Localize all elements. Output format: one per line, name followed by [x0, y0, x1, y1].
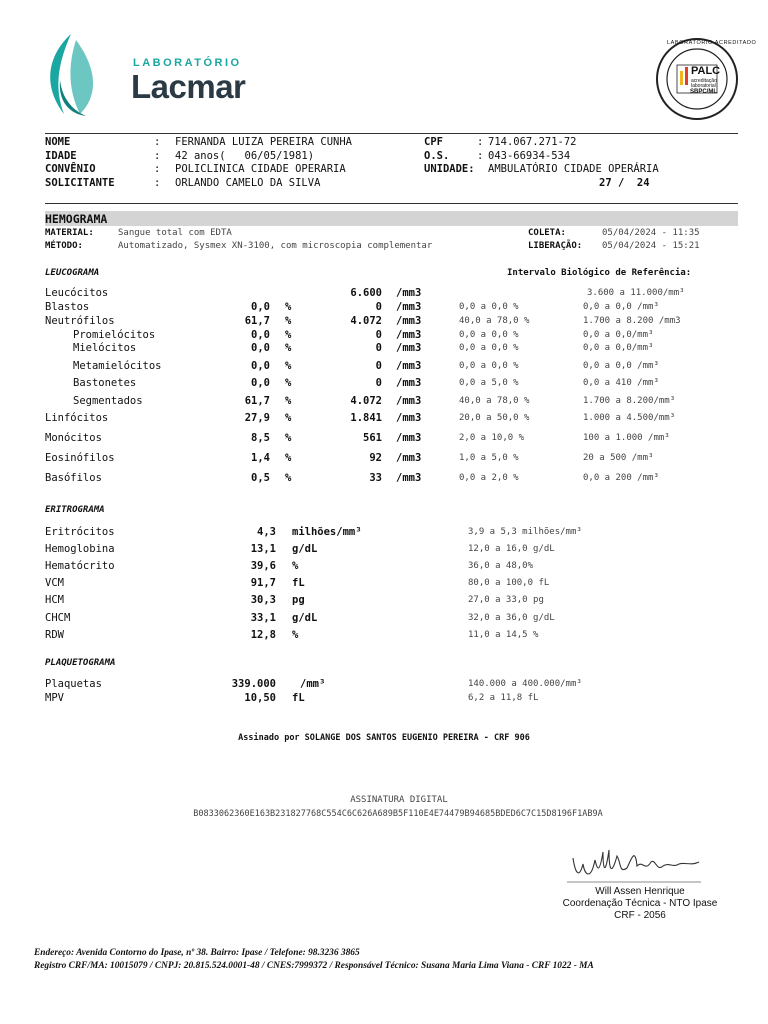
percent-value: 0,5 — [251, 472, 270, 484]
absolute-value: 92 — [369, 452, 382, 464]
absolute-unit: /mm3 — [396, 395, 422, 407]
seal-ring-text: LABORATÓRIO ACREDITADO — [667, 40, 757, 46]
percent-unit: % — [285, 342, 292, 354]
absolute-unit: /mm3 — [396, 472, 422, 484]
reference-range: 80,0 a 100,0 fL — [468, 578, 550, 588]
percent-reference: 40,0 a 78,0 % — [459, 316, 530, 326]
percent-value: 0,0 — [251, 342, 270, 354]
colon: : — [154, 177, 161, 189]
material-label: MATERIAL: — [45, 228, 94, 238]
percent-unit: % — [285, 329, 292, 341]
result-unit: g/dL — [292, 612, 318, 624]
percent-reference: 0,0 a 2,0 % — [459, 473, 519, 483]
percent-value: 8,5 — [251, 432, 270, 444]
row-label: Hemoglobina — [45, 543, 115, 555]
percent-value: 61,7 — [244, 395, 270, 407]
row-label: Linfócitos — [45, 412, 109, 424]
result-unit: g/dL — [292, 543, 318, 555]
percent-unit: % — [285, 412, 292, 424]
absolute-unit: /mm3 — [396, 412, 422, 424]
coleta-label: COLETA: — [528, 228, 566, 238]
result-unit: pg — [292, 594, 305, 606]
percent-value: 0,0 — [251, 329, 270, 341]
absolute-value: 561 — [363, 432, 382, 444]
percent-reference: 0,0 a 0,0 % — [459, 330, 519, 340]
row-label: Bastonetes — [73, 377, 137, 389]
result-value: 4,3 — [257, 526, 276, 538]
absolute-reference: 1.000 a 4.500/mm³ — [583, 413, 676, 423]
absolute-value: 33 — [369, 472, 382, 484]
signer-name: Will Assen Henrique — [595, 886, 685, 897]
colon: : — [477, 136, 484, 148]
percent-reference: 1,0 a 5,0 % — [459, 453, 519, 463]
result-unit: milhões/mm³ — [292, 526, 362, 538]
liberacao-label: LIBERAÇÃO: — [528, 241, 583, 251]
result-unit: /mm³ — [300, 678, 326, 690]
colon: : — [477, 150, 484, 162]
signer-crf: CRF - 2056 — [614, 910, 666, 921]
reference-range: 3,9 a 5,3 milhões/mm³ — [468, 527, 582, 537]
absolute-reference: 20 a 500 /mm³ — [583, 453, 654, 463]
plaquetograma-title: PLAQUETOGRAMA — [45, 658, 116, 668]
colon: : — [154, 150, 161, 162]
percent-unit: % — [285, 360, 292, 372]
row-label: Leucócitos — [45, 287, 109, 299]
percent-reference: 20,0 a 50,0 % — [459, 413, 530, 423]
row-label: Eosinófilos — [45, 452, 115, 464]
nome-value: FERNANDA LUIZA PEREIRA CUNHA — [175, 136, 353, 148]
percent-value: 0,0 — [251, 360, 270, 372]
result-value: 13,1 — [250, 543, 276, 555]
reference-range: 11,0 a 14,5 % — [468, 630, 539, 640]
reference-range: 140.000 a 400.000/mm³ — [468, 679, 582, 689]
absolute-value: 0 — [375, 329, 382, 341]
result-value: 39,6 — [250, 560, 276, 572]
cpf-value: 714.067.271-72 — [488, 136, 577, 148]
percent-unit: % — [285, 452, 292, 464]
percent-reference: 2,0 a 10,0 % — [459, 433, 525, 443]
result-unit: % — [292, 629, 299, 641]
unidade-value: AMBULATÓRIO CIDADE OPERÁRIA — [488, 163, 659, 175]
exam-title: HEMOGRAMA — [45, 212, 108, 226]
result-unit: fL — [292, 577, 305, 589]
handwritten-signature — [565, 838, 705, 886]
brand-top: LABORATÓRIO — [133, 57, 242, 69]
colon: : — [154, 163, 161, 175]
metodo-label: MÉTODO: — [45, 241, 83, 251]
percent-reference: 0,0 a 0,0 % — [459, 343, 519, 353]
absolute-value: 6.600 — [350, 287, 382, 299]
result-unit: % — [292, 560, 299, 572]
signed-by: Assinado por SOLANGE DOS SANTOS EUGENIO PEREIRA - CRF 906 — [238, 733, 530, 743]
absolute-reference: 3.600 a 11.000/mm³ — [587, 288, 685, 298]
cpf-label: CPF — [424, 136, 443, 148]
lab-logo — [40, 30, 250, 120]
percent-unit: % — [285, 472, 292, 484]
absolute-reference: 0,0 a 0,0/mm³ — [583, 330, 654, 340]
row-label: Hematócrito — [45, 560, 115, 572]
leucograma-title: LEUCOGRAMA — [45, 268, 100, 278]
material-value: Sangue total com EDTA — [118, 228, 232, 238]
reference-range: 6,2 a 11,8 fL — [468, 693, 539, 703]
row-label: HCM — [45, 594, 64, 606]
os-value: 043-66934-534 — [488, 150, 571, 162]
idade-value: 42 anos( 06/05/1981) — [175, 150, 315, 162]
row-label: CHCM — [45, 612, 71, 624]
footer-registry: Registro CRF/MA: 10015079 / CNPJ: 20.815.524.0001-48 / CNES:7999372 / Responsável Técnico: Susana Maria Lima Viana - CRF 1022 - MA — [34, 961, 594, 971]
idade-label: IDADE — [45, 150, 77, 162]
percent-reference: 0,0 a 5,0 % — [459, 378, 519, 388]
absolute-value: 4.072 — [350, 315, 382, 327]
absolute-value: 0 — [375, 360, 382, 372]
row-label: Basófilos — [45, 472, 102, 484]
absolute-unit: /mm3 — [396, 452, 422, 464]
convenio-label: CONVÊNIO — [45, 163, 96, 175]
row-label: Promielócitos — [73, 329, 156, 341]
row-label: Neutrófilos — [45, 315, 115, 327]
reference-title: Intervalo Biológico de Referência: — [507, 268, 692, 278]
absolute-value: 0 — [375, 342, 382, 354]
result-value: 339.000 — [231, 678, 276, 690]
row-label: Eritrócitos — [45, 526, 115, 538]
absolute-unit: /mm3 — [396, 432, 422, 444]
reference-range: 27,0 a 33,0 pg — [468, 595, 544, 605]
reference-range: 36,0 a 48,0% — [468, 561, 534, 571]
seal-line2: laboratorial — [691, 83, 716, 89]
percent-unit: % — [285, 315, 292, 327]
footer-address: Endereço: Avenida Contorno do Ipase, nº 38. Bairro: Ipase / Telefone: 98.3236 3865 — [34, 948, 360, 958]
solicitante-label: SOLICITANTE — [45, 177, 115, 189]
colon: : — [154, 136, 161, 148]
seal-line3: SBPC/ML — [690, 89, 717, 95]
reference-range: 32,0 a 36,0 g/dL — [468, 613, 555, 623]
result-value: 33,1 — [250, 612, 276, 624]
absolute-value: 1.841 — [350, 412, 382, 424]
absolute-value: 0 — [375, 377, 382, 389]
liberacao-value: 05/04/2024 - 15:21 — [602, 241, 700, 251]
row-label: RDW — [45, 629, 64, 641]
row-label: Monócitos — [45, 432, 102, 444]
result-value: 10,50 — [244, 692, 276, 704]
absolute-reference: 0,0 a 0,0 /mm³ — [583, 302, 659, 312]
absolute-reference: 1.700 a 8.200 /mm3 — [583, 316, 681, 326]
absolute-unit: /mm3 — [396, 342, 422, 354]
absolute-value: 0 — [375, 301, 382, 313]
reference-range: 12,0 a 16,0 g/dL — [468, 544, 555, 554]
row-label: MPV — [45, 692, 64, 704]
absolute-value: 4.072 — [350, 395, 382, 407]
digital-signature-hash: B0833062360E163B231827768C554C6C626A689B5F110E4E74479B94685BDED6C7C15D8196F1AB9A — [193, 809, 603, 819]
header-top-rule — [45, 133, 738, 134]
os-label: O.S. — [424, 150, 450, 162]
percent-value: 27,9 — [244, 412, 270, 424]
absolute-reference: 0,0 a 200 /mm³ — [583, 473, 659, 483]
percent-value: 0,0 — [251, 377, 270, 389]
result-value: 30,3 — [250, 594, 276, 606]
palc-seal — [655, 37, 757, 121]
unidade-label: UNIDADE: — [424, 163, 475, 175]
header-bottom-rule — [45, 203, 738, 204]
percent-reference: 0,0 a 0,0 % — [459, 361, 519, 371]
row-label: Blastos — [45, 301, 90, 313]
absolute-unit: /mm3 — [396, 377, 422, 389]
absolute-unit: /mm3 — [396, 360, 422, 372]
absolute-unit: /mm3 — [396, 329, 422, 341]
percent-unit: % — [285, 301, 292, 313]
absolute-reference: 0,0 a 410 /mm³ — [583, 378, 659, 388]
brand-name: Lacmar — [131, 68, 246, 105]
absolute-reference: 100 a 1.000 /mm³ — [583, 433, 670, 443]
percent-unit: % — [285, 432, 292, 444]
metodo-value: Automatizado, Sysmex XN-3100, com microscopia complementar — [118, 241, 433, 251]
percent-reference: 40,0 a 78,0 % — [459, 396, 530, 406]
percent-value: 0,0 — [251, 301, 270, 313]
row-label: Mielócitos — [73, 342, 137, 354]
absolute-unit: /mm3 — [396, 301, 422, 313]
section-bar — [45, 211, 738, 226]
row-label: Plaquetas — [45, 678, 102, 690]
seal-line1: acreditação — [691, 78, 717, 84]
seal-name: PALC — [691, 65, 721, 77]
percent-reference: 0,0 a 0,0 % — [459, 302, 519, 312]
percent-unit: % — [285, 377, 292, 389]
row-label: Metamielócitos — [73, 360, 162, 372]
result-value: 12,8 — [250, 629, 276, 641]
percent-unit: % — [285, 395, 292, 407]
percent-value: 61,7 — [244, 315, 270, 327]
page-number: 27 / 24 — [599, 177, 650, 189]
absolute-unit: /mm3 — [396, 287, 422, 299]
convenio-value: POLICLINICA CIDADE OPERARIA — [175, 163, 346, 175]
solicitante-value: ORLANDO CAMELO DA SILVA — [175, 177, 321, 189]
absolute-unit: /mm3 — [396, 315, 422, 327]
absolute-reference: 0,0 a 0,0/mm³ — [583, 343, 654, 353]
absolute-reference: 0,0 a 0,0 /mm³ — [583, 361, 659, 371]
percent-value: 1,4 — [251, 452, 270, 464]
nome-label: NOME — [45, 136, 71, 148]
eritrograma-title: ERITROGRAMA — [45, 505, 105, 515]
result-unit: fL — [292, 692, 305, 704]
signer-role: Coordenação Técnica - NTO Ipase — [562, 898, 718, 909]
row-label: VCM — [45, 577, 64, 589]
result-value: 91,7 — [250, 577, 276, 589]
coleta-value: 05/04/2024 - 11:35 — [602, 228, 700, 238]
absolute-reference: 1.700 a 8.200/mm³ — [583, 396, 676, 406]
digital-signature-label: ASSINATURA DIGITAL — [350, 795, 448, 805]
row-label: Segmentados — [73, 395, 143, 407]
lacmar-leaf-icon — [40, 30, 102, 120]
